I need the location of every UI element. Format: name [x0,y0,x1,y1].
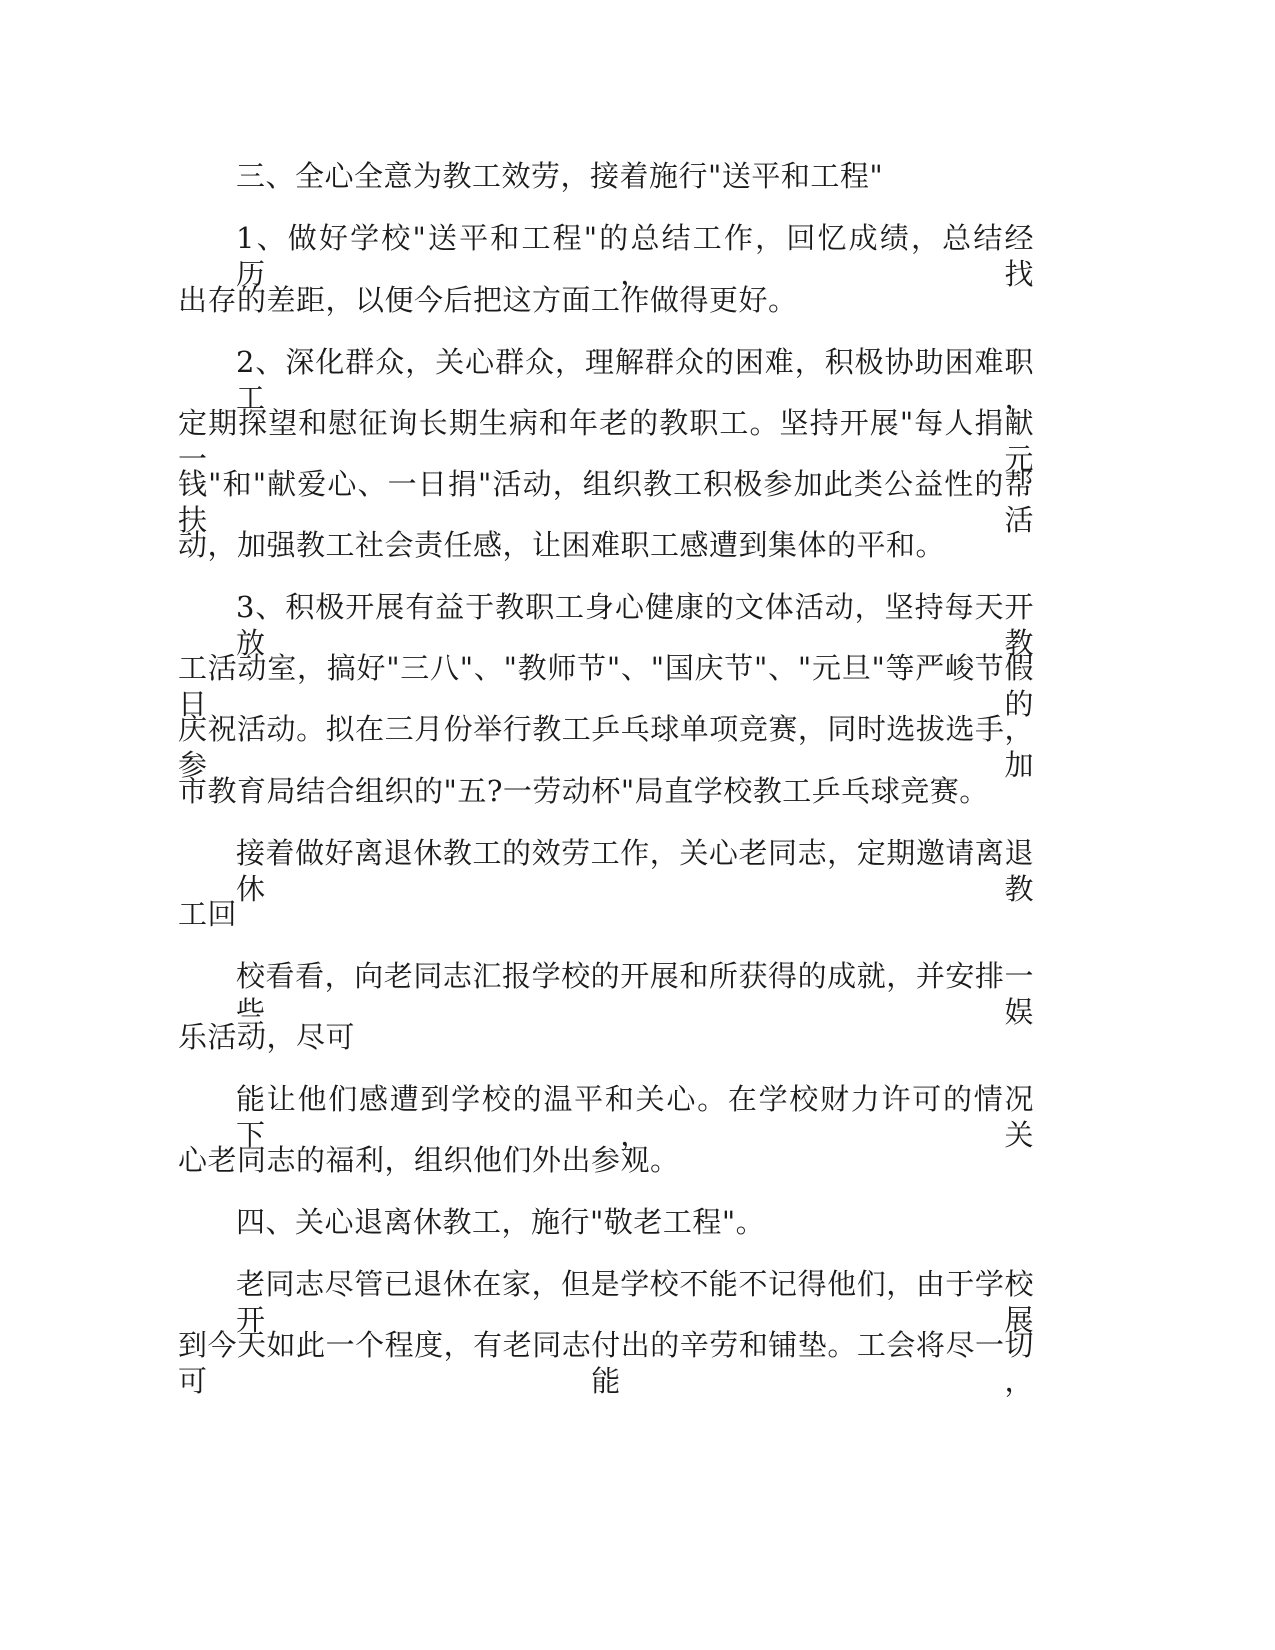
paragraph-line: 心老同志的福利，组织他们外出参观。 [178,1143,680,1177]
section-heading-3: 三、全心全意为教工效劳，接着施行"送平和工程" [236,159,884,193]
paragraph-line: 老同志尽管已退休在家，但是学校不能不记得他们，由于学校开展 [236,1267,1034,1337]
paragraph-line: 乐活动，尽可 [178,1020,356,1054]
paragraph-line: 工回 [178,897,238,931]
section-heading-4: 四、关心退离休教工，施行"敬老工程"。 [236,1205,766,1239]
paragraph-line: 校看看，向老同志汇报学校的开展和所获得的成就，并安排一些娱 [236,959,1034,1029]
paragraph-line: 3、积极开展有益于教职工身心健康的文体活动，坚持每天开放教 [236,590,1034,660]
paragraph-line: 动，加强教工社会责任感，让困难职工感遭到集体的平和。 [178,528,946,562]
paragraph-line: 能让他们感遭到学校的温平和关心。在学校财力许可的情况下，关 [236,1082,1034,1152]
paragraph-line: 工活动室，搞好"三八"、"教师节"、"国庆节"、"元旦"等严峻节假日的 [178,651,1034,721]
paragraph-line: 定期探望和慰征询长期生病和年老的教职工。坚持开展"每人捐献一元 [178,406,1034,476]
paragraph-line: 庆祝活动。拟在三月份举行教工乒乓球单项竞赛，同时选拔选手，参加 [178,712,1034,782]
paragraph-line: 1、做好学校"送平和工程"的总结工作，回忆成绩，总结经历，找 [236,221,1034,291]
paragraph-line: 到今天如此一个程度，有老同志付出的辛劳和铺垫。工会将尽一切可能， [178,1328,1034,1398]
paragraph-line: 2、深化群众，关心群众，理解群众的困难，积极协助困难职工， [236,345,1034,415]
paragraph-line: 钱"和"献爱心、一日捐"活动，组织教工积极参加此类公益性的帮扶活 [178,467,1034,537]
paragraph-line: 接着做好离退休教工的效劳工作，关心老同志，定期邀请离退休教 [236,836,1034,906]
paragraph-line: 出存的差距，以便今后把这方面工作做得更好。 [178,283,798,317]
paragraph-line: 市教育局结合组织的"五?一劳动杯"局直学校教工乒乓球竞赛。 [178,774,989,808]
